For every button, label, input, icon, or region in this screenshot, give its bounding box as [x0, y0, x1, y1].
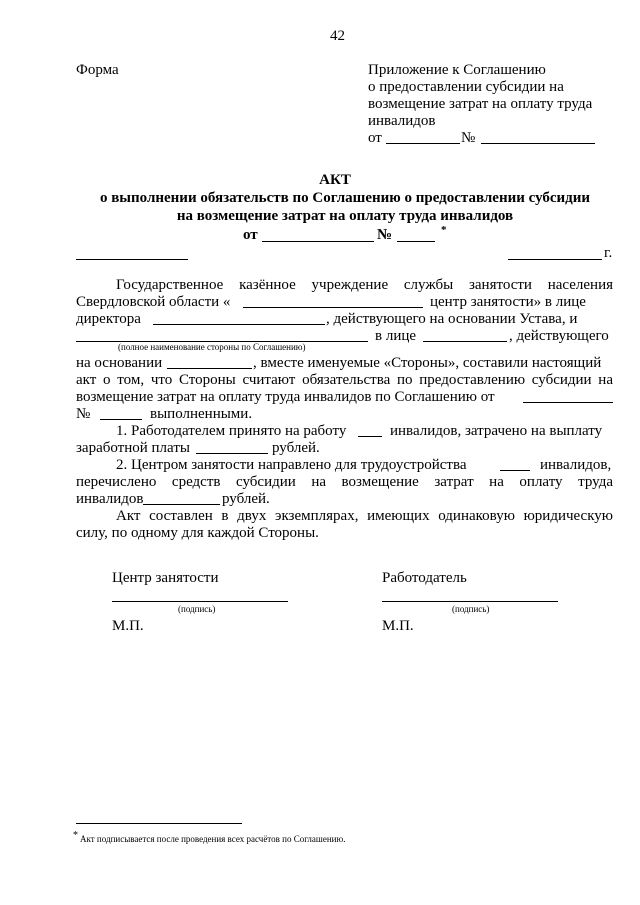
act-from-label: от — [243, 227, 258, 243]
appendix-line-2: о предоставлении субсидии на — [368, 79, 564, 95]
center-name-blank — [243, 307, 423, 308]
p4-line-2: силу, по одному для каждой Стороны. — [76, 525, 319, 541]
act-number-blank — [397, 241, 435, 242]
stamp-right: М.П. — [382, 618, 414, 634]
signature-left-title: Центр занятости — [112, 570, 219, 586]
signature-left-line — [112, 601, 288, 602]
appendix-line-3: возмещение затрат на оплату труда — [368, 96, 593, 112]
salary-amount-blank — [196, 453, 268, 454]
signature-right-note: (подпись) — [452, 604, 490, 614]
date-blank — [508, 259, 602, 260]
p1-line-3b: , действующего на основании Устава, и — [326, 311, 578, 327]
party-name-note: (полное наименование стороны по Соглашению) — [118, 342, 306, 352]
year-suffix: г. — [604, 245, 613, 261]
act-number-label: № — [377, 227, 393, 243]
act-title: АКТ — [319, 172, 351, 188]
p1-line-5b: , вместе именуемые «Стороны», составили настоящий — [253, 355, 602, 371]
p1-line-1: Государственное казённое учреждение службы занятости населения — [116, 277, 613, 293]
p3-line-2: перечислено средств субсидии на возмещение затрат на оплату труда — [76, 474, 613, 490]
place-blank — [76, 259, 188, 260]
p1-line-2a: Свердловской области « — [76, 294, 231, 310]
p1-line-8b: выполненными. — [150, 406, 253, 422]
p3-line-1a: 2. Центром занятости направлено для трудоустройства — [116, 457, 467, 473]
signature-right-title: Работодатель — [382, 570, 467, 586]
agreement-number-blank — [100, 419, 142, 420]
appendix-line-4: инвалидов — [368, 113, 436, 129]
p1-line-6: акт о том, что Стороны считают обязательства по предоставлению субсидии на — [76, 372, 613, 388]
basis-blank — [167, 368, 252, 369]
p1-line-4b: , действующего — [509, 328, 609, 344]
appendix-number-blank — [481, 143, 595, 144]
appendix-date-blank — [386, 143, 460, 144]
p1-line-4a: в лице — [375, 328, 417, 344]
footnote-text: Акт подписывается после проведения всех расчётов по Соглашению. — [80, 834, 346, 844]
p1-line-5a: на основании — [76, 355, 163, 371]
p4-line-1: Акт составлен в двух экземплярах, имеющих одинаковую юридическую — [116, 508, 613, 524]
p2-line-1a: 1. Работодателем принято на работу — [116, 423, 347, 439]
appendix-from-label: от — [368, 130, 382, 146]
footnote-mark: * — [441, 224, 447, 236]
hired-count-blank — [358, 436, 382, 437]
footnote-separator — [76, 823, 242, 824]
p1-line-2b: центр занятости» в лице — [430, 294, 586, 310]
p1-line-7: возмещение затрат на оплату труда инвалидов по Соглашению от — [76, 389, 495, 405]
signature-right-line — [382, 601, 558, 602]
p3-line-1b: инвалидов, — [540, 457, 612, 473]
form-label: Форма — [76, 62, 119, 78]
appendix-line-1: Приложение к Соглашению — [368, 62, 546, 78]
p3-line-3a: инвалидов — [76, 491, 144, 507]
act-subtitle-line-2: на возмещение затрат на оплату труда инвалидов — [176, 208, 514, 224]
page-number: 42 — [330, 28, 345, 44]
footnote-asterisk: * — [73, 830, 78, 841]
representative-blank — [423, 341, 507, 342]
stamp-left: М.П. — [112, 618, 144, 634]
p3-line-3b: рублей. — [222, 491, 270, 507]
p1-line-3a: директора — [76, 311, 141, 327]
act-subtitle-line-1: о выполнении обязательств по Соглашению о предоставлении субсидии — [99, 190, 591, 206]
referred-count-blank — [500, 470, 530, 471]
p2-line-2b: рублей. — [272, 440, 320, 456]
signature-left-note: (подпись) — [178, 604, 216, 614]
act-date-blank — [262, 241, 374, 242]
appendix-number-label: № — [461, 130, 476, 146]
p2-line-2a: заработной платы — [76, 440, 190, 456]
agreement-date-blank — [523, 402, 613, 403]
director-name-blank — [153, 324, 325, 325]
p2-line-1b: инвалидов, затрачено на выплату — [390, 423, 603, 439]
subsidy-amount-blank — [143, 504, 220, 505]
p1-line-8a: № — [76, 406, 91, 422]
